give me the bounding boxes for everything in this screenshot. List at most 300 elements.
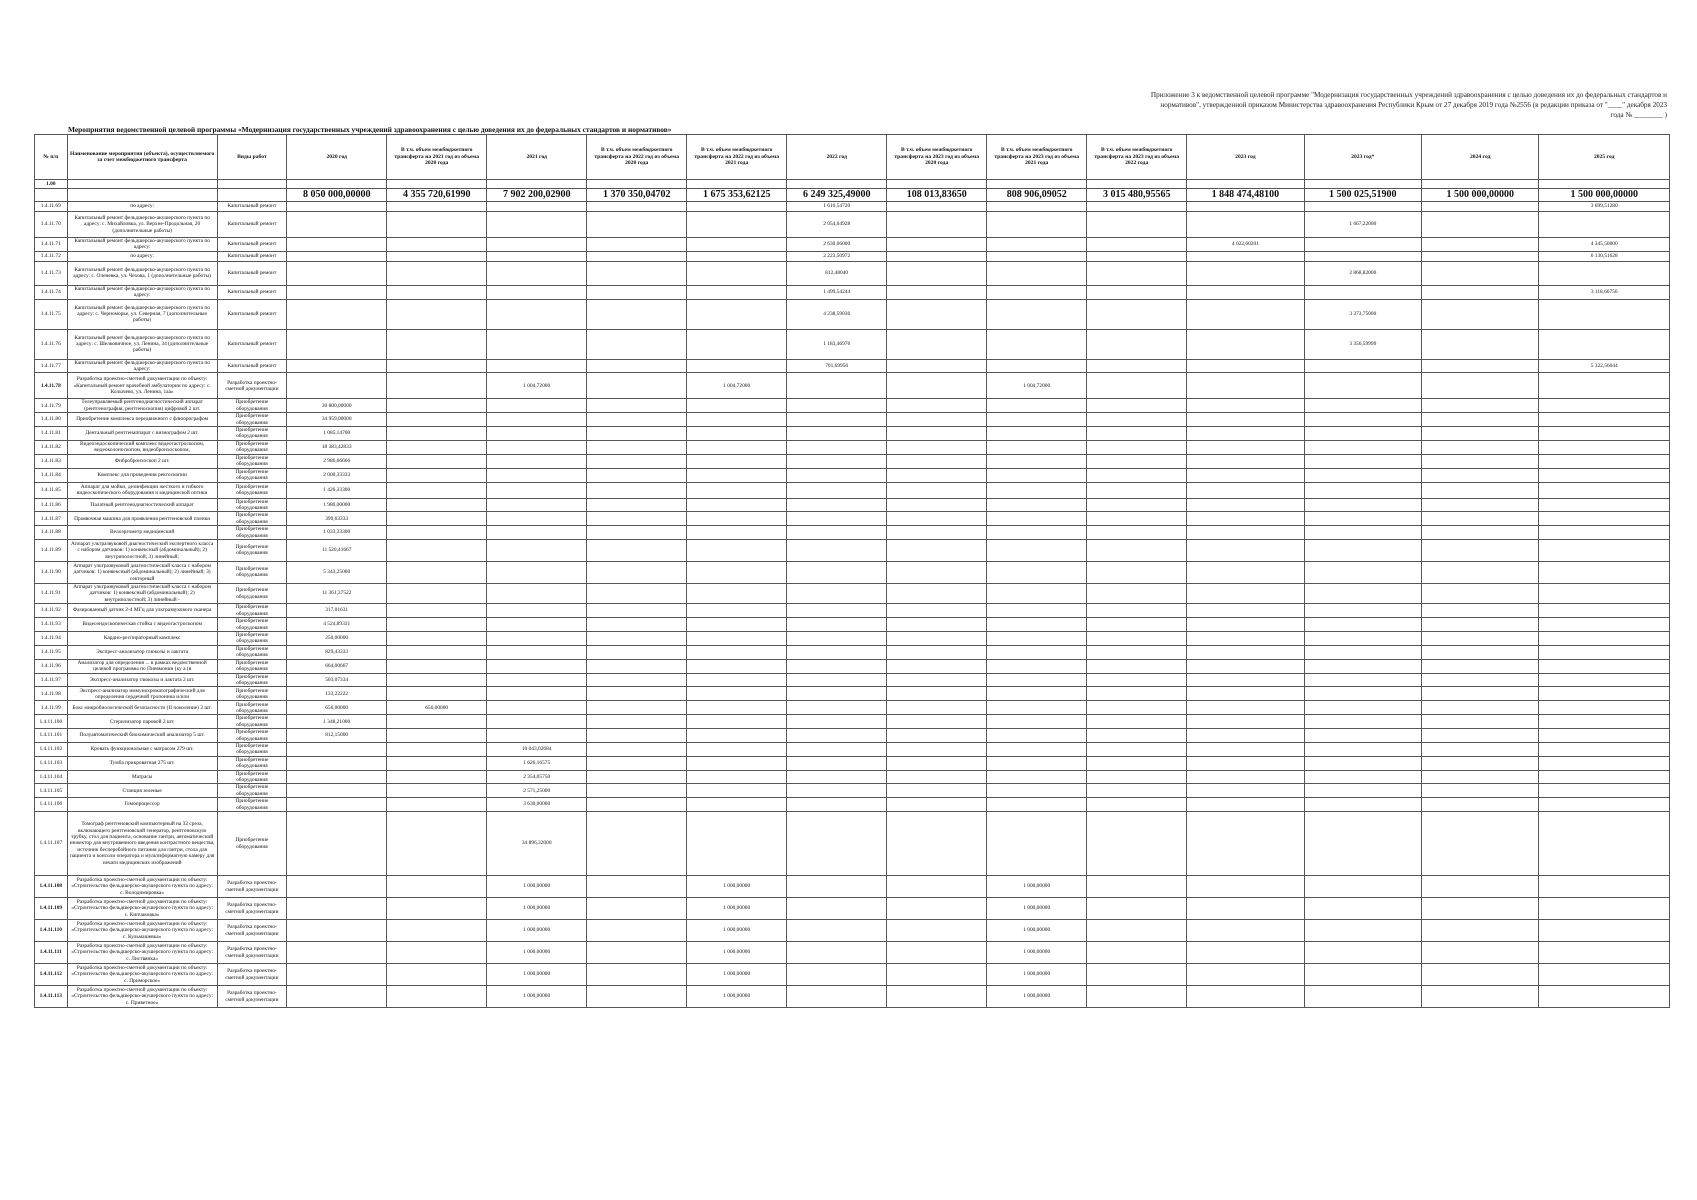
cell-value [487,285,587,299]
cell-value [387,618,487,632]
cell-value [987,743,1087,757]
cell-value [887,701,987,715]
cell-value [787,687,887,701]
cell-value: 2 054,64928 [787,212,887,238]
row-number: 1.4.11.94 [35,631,68,645]
column-header: В т.ч. объем межбюджетного трансферта на 2022 год из объема 2020 года [587,135,687,180]
cell-value [387,784,487,798]
cell-value: 1 000,00000 [487,876,587,898]
cell-value: 1 626,16575 [487,756,587,770]
cell-value [687,729,787,743]
cell-value [1304,715,1421,729]
cell-value [1422,261,1539,285]
measure-name: Матрасы [67,770,217,784]
cell-value [687,251,787,261]
cell-value [987,329,1087,359]
table-row [35,673,1670,687]
cell-value [987,756,1087,770]
cell-value [1087,251,1187,261]
table-row [35,539,1670,561]
cell-value [1187,687,1304,701]
work-type: Разработка проектно-сметной документации [217,373,287,399]
work-type: Разработка проектно-сметной документации [217,898,287,920]
cell-value [887,261,987,285]
cell-value [1187,583,1304,603]
cell-value: 4 238,59036 [787,299,887,329]
cell-value [1304,659,1421,673]
cell-value: 1 033,33300 [287,526,387,540]
cell-value: 1 000,00000 [987,986,1087,1008]
cell-value [1539,898,1670,920]
cell-value [387,920,487,942]
cell-value [1187,898,1304,920]
cell-value: 656,00000 [387,701,487,715]
cell-value [1087,729,1187,743]
cell-value [287,743,387,757]
cell-value [1187,399,1304,413]
cell-value: 6 130,51628 [1539,251,1670,261]
cell-value [1304,729,1421,743]
cell-value [687,238,787,252]
cell-value [1422,659,1539,673]
cell-value [1304,687,1421,701]
cell-value [1422,631,1539,645]
measure-name: Палатный рентгенодиагностический аппарат [67,498,217,512]
row-number: 1.4.11.80 [35,413,68,427]
cell-value [1087,964,1187,986]
cell-value [687,561,787,583]
cell-value [1087,482,1187,498]
cell-value [887,539,987,561]
column-header: № п/п [35,135,68,180]
cell-value [1422,468,1539,482]
cell-value: 1 000,00000 [987,898,1087,920]
cell-value [1304,631,1421,645]
cell-value [1087,202,1187,212]
cell-value [587,251,687,261]
cell-value [1087,261,1187,285]
column-header: Наименование мероприятия (объекта), осуществляемого за счет межбюджетного трансферта [67,135,217,180]
measure-name: Аппарат для мойки, дезинфекции жесткого и гибкого видеоскопического оборудования и медицинской оптики [67,482,217,498]
cell-value: 4 022,60201 [1187,238,1304,252]
cell-value [1304,468,1421,482]
cell-value [1087,687,1187,701]
cell-value [1304,784,1421,798]
cell-value [1187,812,1304,876]
cell-value [387,512,487,526]
cell-value: 5 322,56044 [1539,359,1670,373]
cell-value [1187,645,1304,659]
measure-name: Разработка проектно-сметной документации по объекту: «Строительство фельдшерско-акушерского пункта по адресу: с. Приветное» [67,986,217,1008]
total-value: 8 050 000,00000 [287,189,387,202]
cell-value: 1 499,54244 [787,285,887,299]
cell-value [887,798,987,812]
cell-value [987,440,1087,454]
cell-value [987,261,1087,285]
cell-value [987,212,1087,238]
cell-value [1087,512,1187,526]
cell-value [1304,285,1421,299]
cell-value [287,986,387,1008]
cell-value [587,798,687,812]
measure-name: Телеуправляемый рентгенодиагностический аппарат (рентгенография, рентгеноскопия) цифровой 2 шт. [67,399,217,413]
cell-value [587,512,687,526]
work-type: Приобретение оборудования [217,673,287,687]
measure-name: Проявочная машина для проявления рентгеновской пленки [67,512,217,526]
cell-value [1539,701,1670,715]
work-type: Приобретение оборудования [217,413,287,427]
cell-value: 1 980,00000 [287,498,387,512]
work-type: Приобретение оборудования [217,440,287,454]
cell-value [287,202,387,212]
row-number: 1.4.11.75 [35,299,68,329]
cell-value [1539,454,1670,468]
table-row [35,399,1670,413]
cell-value [687,798,787,812]
cell-value: 30 800,00000 [287,399,387,413]
measure-name: Комплекс для проведения ректоскопии [67,468,217,482]
cell-value [287,942,387,964]
cell-value [487,468,587,482]
cell-value [887,427,987,441]
total-value: 1 370 350,04702 [587,189,687,202]
row-number: 1.4.11.105 [35,784,68,798]
cell-value [287,770,387,784]
cell-value [587,583,687,603]
cell-value [987,512,1087,526]
work-type: Приобретение оборудования [217,526,287,540]
row-number: 1.4.11.95 [35,645,68,659]
cell-value [1539,876,1670,898]
cell-value [1187,539,1304,561]
table-row [35,482,1670,498]
work-type: Капитальный ремонт [217,329,287,359]
cell-value [1187,715,1304,729]
row-number: 1.4.11.72 [35,251,68,261]
cell-value [1422,251,1539,261]
cell-value [1422,715,1539,729]
cell-value [987,645,1087,659]
cell-value [587,261,687,285]
table-row [35,784,1670,798]
cell-value [687,427,787,441]
cell-value: 2 868,82000 [1304,261,1421,285]
cell-value [487,413,587,427]
cell-value [687,701,787,715]
row-number: 1.4.11.69 [35,202,68,212]
cell-value [887,743,987,757]
measure-name: Капитальный ремонт фельдшерско-акушерского пункта по адресу: с. Михайловка, ул. Верхне-Продольная, 20 (дополнительные работы) [67,212,217,238]
measure-name: Разработка проектно-сметной документации по объекту: «Строительство фельдшерско-акушерского пункта по адресу: с. Листвянка» [67,942,217,964]
cell-value [787,673,887,687]
table-row [35,512,1670,526]
column-header: В т.ч. объем межбюджетного трансферта на 2022 год из объема 2021 года [687,135,787,180]
cell-value: 3 630,00000 [487,798,587,812]
row-number: 1.4.11.112 [35,964,68,986]
row-number: 1.4.11.89 [35,539,68,561]
cell-value [1187,784,1304,798]
cell-value: 1 000,00000 [487,920,587,942]
cell-value [987,399,1087,413]
cell-value [587,701,687,715]
cell-value [1187,299,1304,329]
cell-value [1087,329,1187,359]
cell-value [1304,645,1421,659]
cell-value [1087,942,1187,964]
cell-value [987,687,1087,701]
cell-value [487,440,587,454]
cell-value [587,942,687,964]
cell-value [387,261,487,285]
cell-value [387,413,487,427]
work-type: Приобретение оборудования [217,604,287,618]
cell-value [387,876,487,898]
cell-value [587,427,687,441]
cell-value [887,986,987,1008]
measure-name: Капитальный ремонт фельдшерско-акушерского пункта по адресу: с. Оленевка, ул. Чехова, 1 (дополнительные работы) [67,261,217,285]
total-value: 6 249 325,49000 [787,189,887,202]
cell-value [387,498,487,512]
cell-value [1539,729,1670,743]
cell-value [1087,631,1187,645]
cell-value [887,920,987,942]
row-number: 1.4.11.90 [35,561,68,583]
row-number: 1.4.11.107 [35,812,68,876]
work-type: Разработка проектно-сметной документации [217,920,287,942]
cell-value [587,673,687,687]
work-type: Капитальный ремонт [217,261,287,285]
cell-value [887,756,987,770]
row-number: 1.4.11.87 [35,512,68,526]
cell-value [1539,715,1670,729]
cell-value [1539,440,1670,454]
cell-value [887,413,987,427]
cell-value [687,526,787,540]
cell-value [387,986,487,1008]
cell-value [787,743,887,757]
work-type: Приобретение оборудования [217,798,287,812]
measure-name: Анализатор для определения ... в рамках ведомственной целевой программы по Пневмонии (ку а (в [67,659,217,673]
measure-name: Велоэргометр медицинский [67,526,217,540]
work-type: Приобретение оборудования [217,482,287,498]
cell-value [387,373,487,399]
cell-value [1087,876,1187,898]
measure-name: Кардио-респираторный комплекс [67,631,217,645]
cell-value: 133,22222 [287,687,387,701]
cell-value [787,942,887,964]
cell-value [487,583,587,603]
row-number: 1.4.11.82 [35,440,68,454]
cell-value [287,212,387,238]
cell-value [1187,373,1304,399]
cell-value [787,756,887,770]
cell-value [387,645,487,659]
cell-value [487,715,587,729]
cell-value [387,798,487,812]
cell-value [587,329,687,359]
cell-value [687,454,787,468]
work-type: Капитальный ремонт [217,359,287,373]
cell-value [1539,399,1670,413]
cell-value [1087,756,1187,770]
row-number: 1.4.11.97 [35,673,68,687]
cell-value [1422,898,1539,920]
cell-value: 1 000,00000 [487,898,587,920]
work-type: Капитальный ремонт [217,299,287,329]
cell-value [1422,413,1539,427]
table-row [35,251,1670,261]
cell-value [1539,373,1670,399]
cell-value [287,261,387,285]
cell-value [1087,413,1187,427]
cell-value [687,618,787,632]
cell-value [1422,618,1539,632]
cell-value [787,701,887,715]
cell-value [1304,673,1421,687]
cell-value [1422,399,1539,413]
cell-value [1304,561,1421,583]
cell-value [1087,986,1187,1008]
cell-value [1187,942,1304,964]
cell-value [587,770,687,784]
cell-value [587,212,687,238]
cell-value [287,898,387,920]
cell-value [787,583,887,603]
cell-value [1422,299,1539,329]
cell-value [1304,251,1421,261]
cell-value [887,512,987,526]
cell-value [387,687,487,701]
cell-value [487,399,587,413]
cell-value [1087,373,1187,399]
cell-value [687,498,787,512]
cell-value [1539,261,1670,285]
cell-value [1422,427,1539,441]
cell-value [587,526,687,540]
cell-value [887,440,987,454]
cell-value [587,729,687,743]
cell-value [687,299,787,329]
cell-value [787,604,887,618]
cell-value [1422,784,1539,798]
cell-value [887,373,987,399]
cell-value [1087,440,1187,454]
cell-value [1087,583,1187,603]
table-row [35,701,1670,715]
measure-name: Капитальный ремонт фельдшерско-акушерского пункта по адресу: [67,359,217,373]
cell-value [887,202,987,212]
cell-value [987,784,1087,798]
total-value: 1 675 353,62125 [687,189,787,202]
total-value: 3 015 480,95565 [1087,189,1187,202]
cell-value: 812,15000 [287,729,387,743]
cell-value [487,329,587,359]
work-type: Приобретение оборудования [217,770,287,784]
cell-value [1304,539,1421,561]
measure-name: Капитальный ремонт фельдшерско-акушерского пункта по адресу: [67,238,217,252]
cell-value [587,604,687,618]
cell-value [1187,202,1304,212]
cell-value [487,498,587,512]
table-row [35,798,1670,812]
cell-value [987,618,1087,632]
cell-value [1539,468,1670,482]
cell-value [787,631,887,645]
column-header: В т.ч. объем межбюджетного трансферта на 2023 год из объема 2020 года [887,135,987,180]
cell-value [1187,659,1304,673]
cell-value [1087,427,1187,441]
cell-value: 503,07334 [287,673,387,687]
measure-name: Аппарат ультразвуковой диагностический класса с набором датчиков: 1) конвексный (абдоминальный); 2) линейный; 3) секторный [67,561,217,583]
measure-name: Экспресс-анализатор иммунохроматографический для определения сердечной тропонина и/или [67,687,217,701]
cell-value: 2 000,33333 [287,468,387,482]
work-type: Капитальный ремонт [217,212,287,238]
cell-value [1539,413,1670,427]
cell-value [487,618,587,632]
measure-name: Разработка проектно-сметной документации по объекту: «Строительство фельдшерско-акушерского пункта по адресу: с. Володимировка» [67,876,217,898]
measure-name: Разработка проектно-сметной документации по объекту: «Капитальный ремонт врачебной амбулатории по адресу: с. Колычево, ул. Ленина, 1аа» [67,373,217,399]
column-header: В т.ч. объем межбюджетного трансферта на 2023 год из объема 2022 года [1087,135,1187,180]
cell-value [1422,673,1539,687]
cell-value [1087,618,1187,632]
cell-value [587,202,687,212]
cell-value [1422,329,1539,359]
cell-value [887,251,987,261]
cell-value [587,876,687,898]
table-row [35,583,1670,603]
cell-value [987,673,1087,687]
cell-value [1422,373,1539,399]
total-value: 1 500 000,00000 [1539,189,1670,202]
cell-value [1087,645,1187,659]
cell-value [787,618,887,632]
cell-value: 317,01631 [287,604,387,618]
cell-value [787,399,887,413]
cell-value: 399,63333 [287,512,387,526]
work-type: Приобретение оборудования [217,645,287,659]
measure-name: Стерилизатор паровой 2 шт. [67,715,217,729]
cell-value: 2 354,05750 [487,770,587,784]
row-number: 1.4.11.102 [35,743,68,757]
cell-value [787,986,887,1008]
cell-value [387,399,487,413]
cell-value [1087,212,1187,238]
cell-value [687,440,787,454]
cell-value [887,812,987,876]
cell-value [587,238,687,252]
cell-value [387,212,487,238]
cell-value [687,359,787,373]
cell-value [1087,539,1187,561]
cell-value [587,399,687,413]
cell-value [787,770,887,784]
cell-value: 1 000,00000 [687,920,787,942]
cell-value [887,784,987,798]
cell-value [1187,468,1304,482]
row-number: 1.4.11.76 [35,329,68,359]
cell-value [1304,812,1421,876]
cell-value: 701,69956 [787,359,887,373]
cell-value [1187,770,1304,784]
row-number: 1.4.11.70 [35,212,68,238]
cell-value [1187,743,1304,757]
work-type: Приобретение оборудования [217,618,287,632]
cell-value: 34 959,00000 [287,413,387,427]
table-row [35,561,1670,583]
measure-name: Приобретение комплекса передвижного с флюорографом [67,413,217,427]
total-value: 808 906,09052 [987,189,1087,202]
total-value: 1 848 474,48100 [1187,189,1304,202]
